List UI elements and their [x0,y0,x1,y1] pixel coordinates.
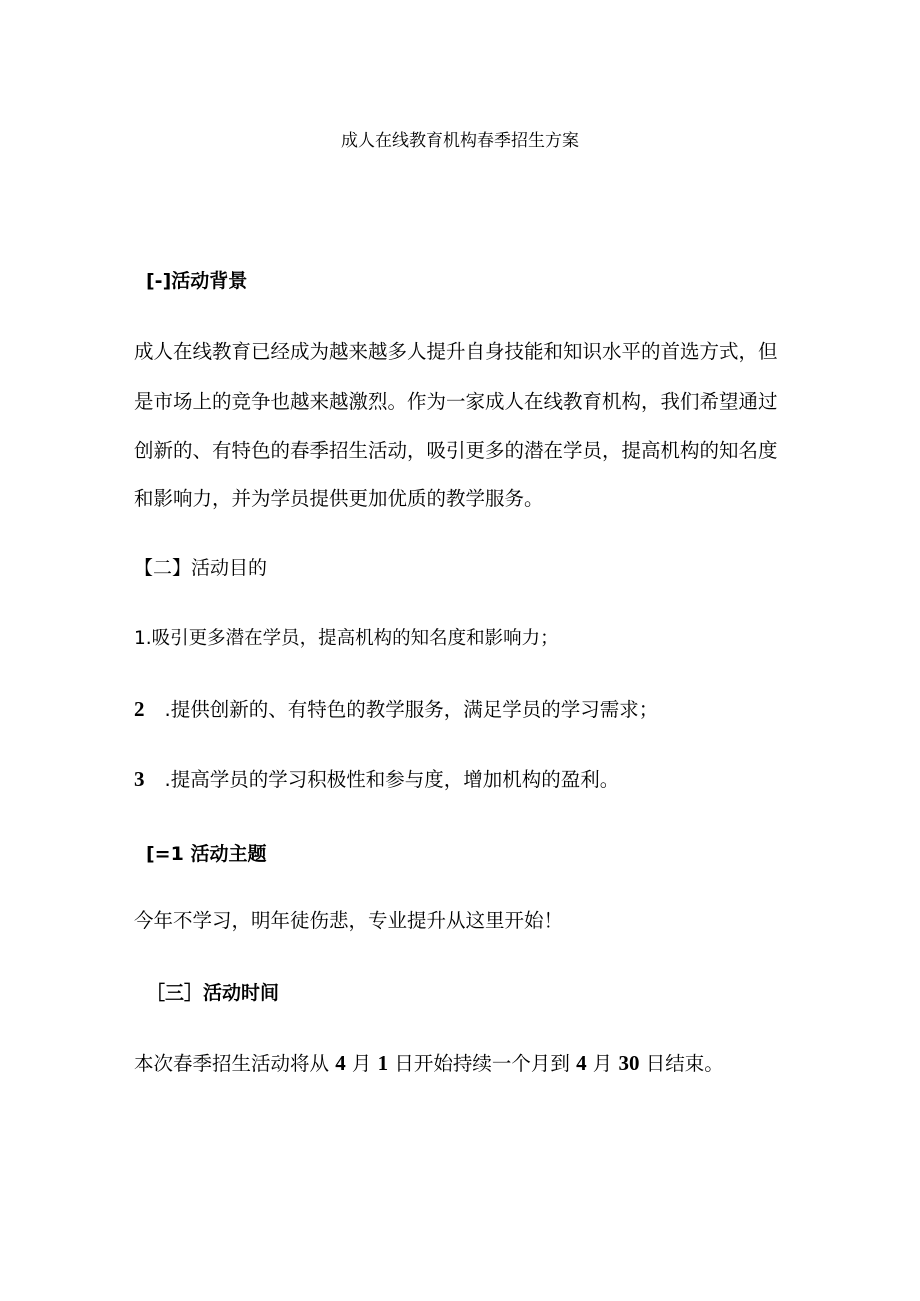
time-text: 日开始持续一个月到 [394,1052,570,1075]
time-text: 月 [592,1052,613,1075]
section-heading-background: [-]活动背景 [146,270,248,292]
list-item-number: 3 [134,767,145,791]
section-heading-purpose: 【二】活动目的 [134,557,268,579]
list-item [134,769,619,790]
end-day: 30 [618,1051,640,1075]
end-month: 4 [576,1051,587,1075]
section-heading-theme: [=1 活动主题 [146,843,267,865]
list-item-number: 2 [134,697,145,721]
start-day: 1 [377,1051,389,1075]
list-item [134,699,658,720]
list-item-text: .提高学员的学习积极性和参与度，增加机构的盈利。 [164,768,620,791]
time-text: 月 [351,1052,372,1075]
paragraph-line: 和影响力，并为学员提供更加优质的教学服务。 [134,487,544,510]
start-month: 4 [335,1051,346,1075]
list-item-text: 吸引更多潜在学员，提高机构的知名度和影响力； [151,628,559,649]
activity-time-text [134,1053,724,1074]
list-item-number: 1. [134,628,152,649]
paragraph-line: 成人在线教育已经成为越来越多人提升自身技能和知识水平的首选方式，但 [134,340,778,363]
paragraph-line: 是市场上的竞争也越来越激烈。作为一家成人在线教育机构，我们希望通过 [134,390,778,413]
time-text: 日结束。 [645,1052,724,1075]
list-item [134,630,559,649]
list-item-text: .提供创新的、有特色的教学服务，满足学员的学习需求； [164,698,659,721]
time-text: 本次春季招生活动将从 [134,1052,330,1075]
section-heading-time: ［三］活动时间 [146,982,280,1004]
theme-slogan: 今年不学习，明年徒伤悲，专业提升从这里开始！ [134,909,564,932]
paragraph-line: 创新的、有特色的春季招生活动，吸引更多的潜在学员，提高机构的知名度 [134,439,778,462]
document-title: 成人在线教育机构春季招生方案 [341,131,579,151]
